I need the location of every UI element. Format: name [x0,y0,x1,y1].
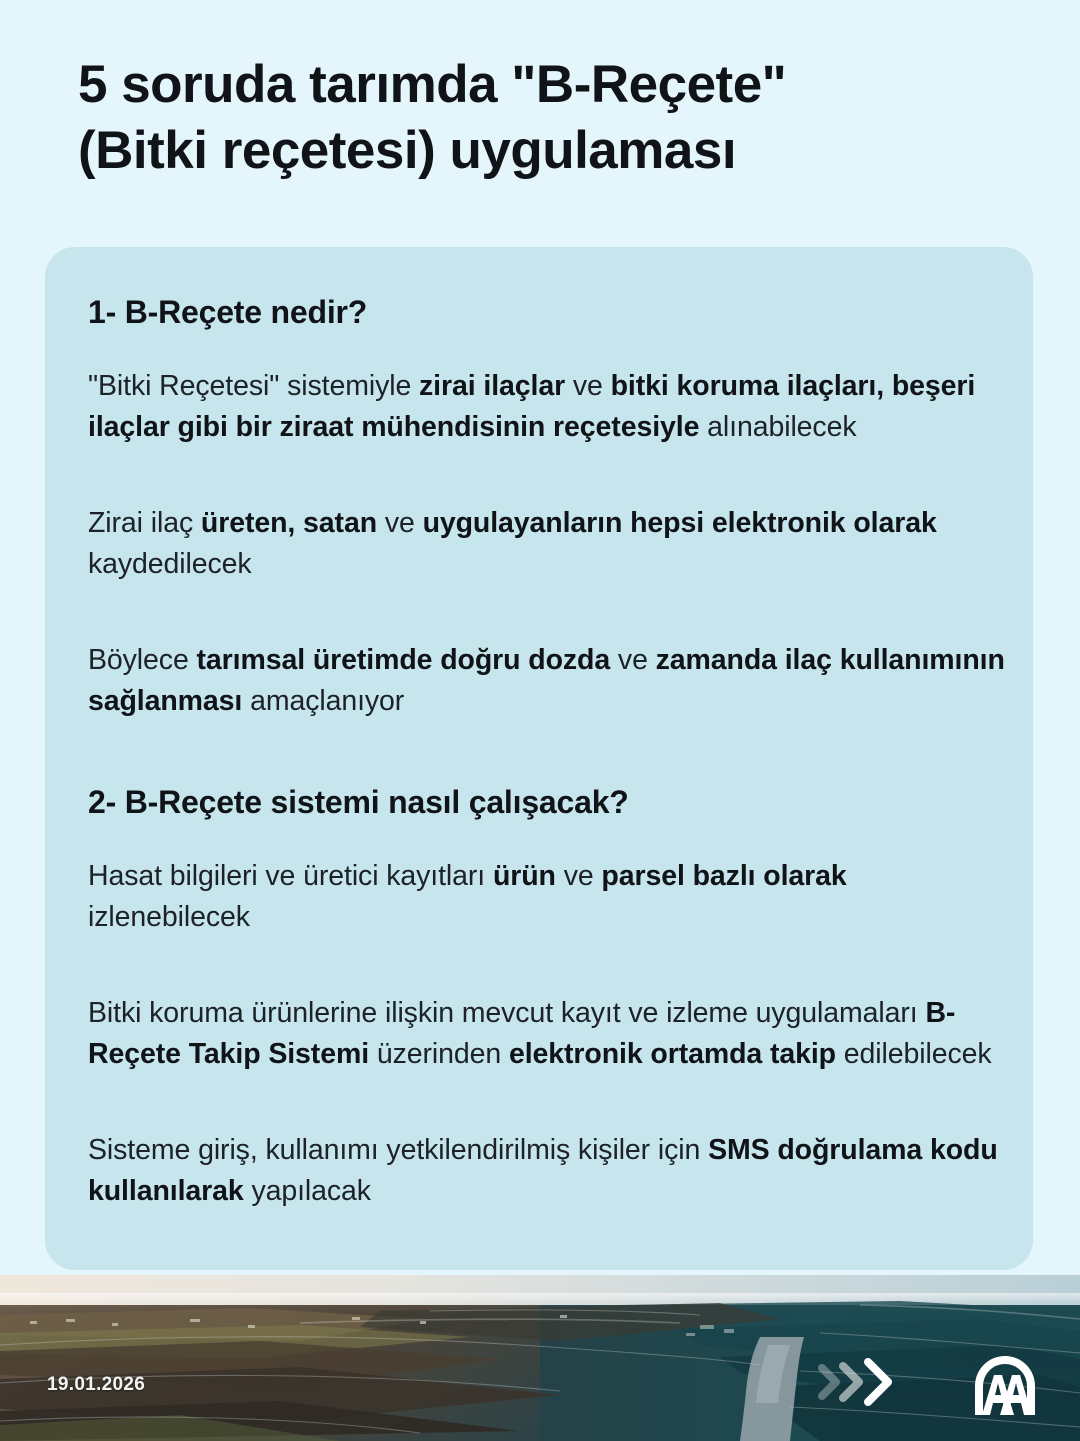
text-run: Bitki koruma ürünlerine ilişkin mevcut kayıt ve izleme uygulamaları [88,997,926,1029]
text-run-bold: uygulayanların hepsi elektronik olarak [422,507,937,539]
text-run-bold: üreten, satan [200,507,378,539]
text-run-bold: elektronik ortamda takip [508,1038,836,1070]
aerial-farmland-photo [0,1275,1080,1441]
text-run-bold: parsel bazlı olarak [601,860,847,892]
section-heading-1: 1- B-Reçete nedir? [88,294,368,330]
text-run: izlenebilecek [88,901,250,933]
text-run: edilebilecek [835,1038,992,1070]
content-card [45,247,1033,1270]
text-run-bold: ürün [492,860,556,892]
text-run-bold: B-Reçete Takip Sistemi [88,997,956,1070]
page-title-line-1: 5 soruda tarımda "B-Reçete" [78,55,787,114]
paragraph [88,856,1009,938]
page-title [78,52,978,184]
text-run: Zirai ilaç [88,507,201,539]
paragraph [88,366,1009,448]
sections-container [88,292,1009,1212]
section-heading-2: 2- B-Reçete sistemi nasıl çalışacak? [88,784,629,820]
chevron-arrows-artwork [816,1352,911,1412]
text-run: üzerinden [369,1038,509,1070]
text-run: Hasat bilgileri ve üretici kayıtları [88,860,493,892]
text-run: ve [555,860,602,892]
paragraph [88,1130,1009,1212]
text-run-bold: tarımsal üretimde doğru dozda [196,644,611,676]
paragraph [88,503,1009,585]
text-run-bold: bitki koruma ilaçları, beşeri ilaçlar gibi bir ziraat mühendisinin reçetesiyle [88,370,976,443]
page-title-line-2: (Bitki reçetesi) uygulaması [78,121,737,180]
text-run: ve [565,370,611,402]
faq-section-2 [88,782,1009,1212]
text-run: ve [610,644,656,676]
paragraph [88,640,1009,722]
photo-artwork [0,1275,1080,1441]
text-run: "Bitki Reçetesi" sistemiyle [88,370,420,402]
text-run: Böylece [88,644,197,676]
text-run: amaçlanıyor [242,685,405,717]
text-run-bold: SMS doğrulama kodu kullanılarak [88,1134,998,1207]
aa-logo-artwork [968,1349,1042,1419]
date-stamp: 19.01.2026 [47,1374,146,1395]
paragraph [88,993,1009,1075]
aa-anadolu-agency-logo [968,1349,1042,1419]
text-run: alınabilecek [699,411,857,443]
text-run-bold: zamanda ilaç kullanımının sağlanması [88,644,1005,717]
faq-section-1 [88,292,1009,722]
text-run: yapılacak [243,1175,371,1207]
text-run: kaydedilecek [88,548,252,580]
text-run: ve [377,507,423,539]
content-card-body [88,292,1009,1212]
text-run: Sisteme giriş, kullanımı yetkilendirilmiş kişiler için [88,1134,709,1166]
double-chevron-right-icon [816,1352,911,1412]
text-run-bold: zirai ilaçlar [419,370,566,402]
